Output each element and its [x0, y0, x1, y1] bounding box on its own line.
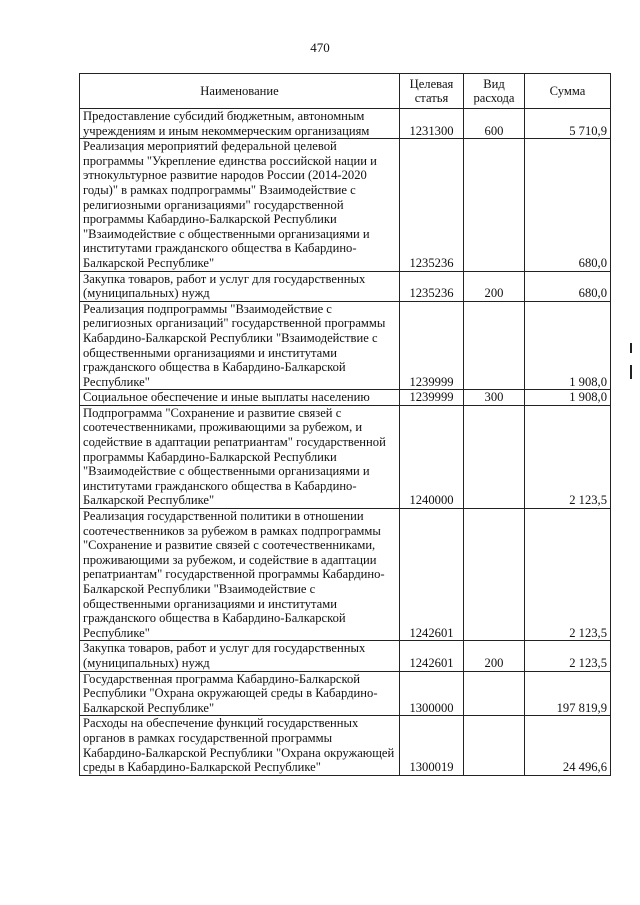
table-row: [80, 405, 611, 508]
row-sum: 2 123,5: [525, 405, 611, 508]
row-type: 600: [464, 109, 525, 139]
header-name: Наименование: [80, 74, 400, 109]
row-code: 1231300: [400, 109, 464, 139]
table-row: [80, 301, 611, 390]
header-type: Вид расхода: [464, 74, 525, 109]
row-name: Социальное обеспечение и иные выплаты населению: [80, 390, 400, 406]
row-sum: 2 123,5: [525, 509, 611, 641]
table-header-row: [80, 74, 611, 109]
row-name: Расходы на обеспечение функций государственных органов в рамках государственной программы Кабардино-Балкарской Республики "Охрана окружающей среды в Кабардино-Балкарской Республике": [80, 716, 400, 775]
row-name: Государственная программа Кабардино-Балкарской Республики "Охрана окружающей среды в Кабардино-Балкарской Республике": [80, 671, 400, 716]
row-name: Предоставление субсидий бюджетным, автономным учреждениям и иным некоммерческим организациям: [80, 109, 400, 139]
table-row: [80, 271, 611, 301]
row-code: 1239999: [400, 390, 464, 406]
row-code: 1235236: [400, 271, 464, 301]
row-code: 1300019: [400, 716, 464, 775]
margin-mark: [630, 365, 632, 379]
margin-mark: [630, 343, 632, 353]
row-code: 1242601: [400, 641, 464, 671]
row-code: 1239999: [400, 301, 464, 390]
row-name: Реализация государственной политики в отношении соотечественников за рубежом в рамках подпрограммы "Сохранение и развитие связей с соотечественниками, проживающими за рубежом, и содействие в адаптации репатриантам" государственной программы Кабардино-Балкарской Республики "Взаимодействие с общественными организациями и институтами гражданского общества в Кабардино-Балкарской Республике": [80, 509, 400, 641]
row-type: 200: [464, 641, 525, 671]
row-type: [464, 139, 525, 271]
budget-table: [79, 73, 611, 776]
table-row: [80, 139, 611, 271]
table-row: [80, 641, 611, 671]
row-type: [464, 671, 525, 716]
table-row: [80, 716, 611, 775]
page-number: 470: [310, 40, 330, 55]
table-row: [80, 509, 611, 641]
row-sum: 1 908,0: [525, 390, 611, 406]
row-code: 1242601: [400, 509, 464, 641]
row-name: Реализация подпрограммы "Взаимодействие с религиозных организаций" государственной программы Кабардино-Балкарской Республики "Взаимодействие с общественными организациями и институтами гражданского общества в Кабардино-Балкарской Республике": [80, 301, 400, 390]
row-sum: 680,0: [525, 271, 611, 301]
table-row: [80, 109, 611, 139]
row-code: 1300000: [400, 671, 464, 716]
row-name: Подпрограмма "Сохранение и развитие связей с соотечественниками, проживающими за рубежом, и содействие в адаптации репатриантам" государственной программы Кабардино-Балкарской Республики "Взаимодействие с общественными организациями и институтами гражданского общества в Кабардино-Балкарской Республике": [80, 405, 400, 508]
row-code: 1240000: [400, 405, 464, 508]
row-code: 1235236: [400, 139, 464, 271]
header-code: Целевая статья: [400, 74, 464, 109]
row-type: 300: [464, 390, 525, 406]
header-sum: Сумма: [525, 74, 611, 109]
table-body: [80, 109, 611, 776]
table-row: [80, 390, 611, 406]
row-sum: 680,0: [525, 139, 611, 271]
row-type: [464, 405, 525, 508]
row-sum: 2 123,5: [525, 641, 611, 671]
row-type: [464, 509, 525, 641]
row-name: Закупка товаров, работ и услуг для государственных (муниципальных) нужд: [80, 271, 400, 301]
row-name: Закупка товаров, работ и услуг для государственных (муниципальных) нужд: [80, 641, 400, 671]
row-sum: 1 908,0: [525, 301, 611, 390]
row-type: 200: [464, 271, 525, 301]
row-sum: 5 710,9: [525, 109, 611, 139]
row-name: Реализация мероприятий федеральной целевой программы "Укрепление единства российской нации и этнокультурное развитие народов России (2014-2020 годы)" в рамках подпрограммы" Взаимодействие с религиозными организациями" государственной программы Кабардино-Балкарской Республики "Взаимодействие с общественными организациями и институтами гражданского общества в Кабардино-Балкарской Республике": [80, 139, 400, 271]
row-sum: 197 819,9: [525, 671, 611, 716]
row-type: [464, 716, 525, 775]
table-row: [80, 671, 611, 716]
row-sum: 24 496,6: [525, 716, 611, 775]
row-type: [464, 301, 525, 390]
